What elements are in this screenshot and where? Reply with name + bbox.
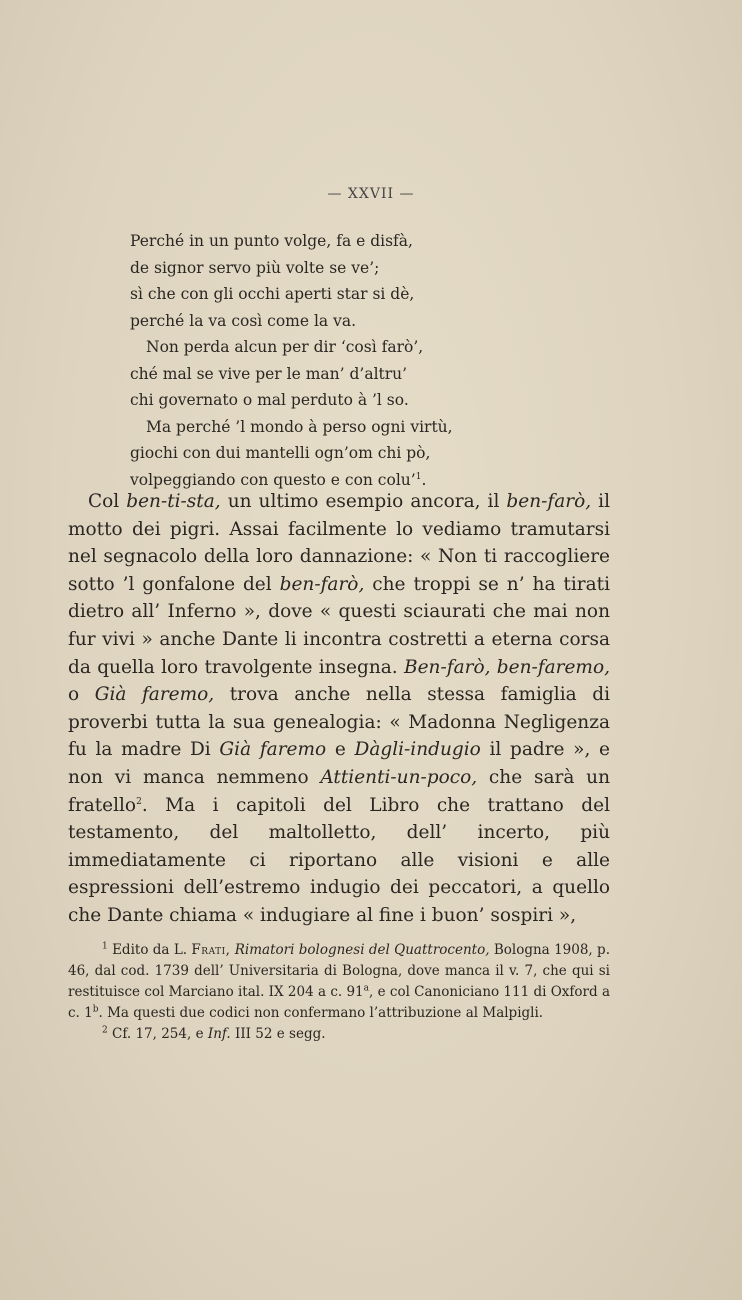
footnote-superscript: a xyxy=(363,983,370,994)
body-text-run: e xyxy=(326,739,355,761)
body-text-run: trova anche nella stessa famiglia di proverbi tutta la sua genealogia: « Madonna Negligenza fu la madre Di xyxy=(68,684,610,761)
body-text-run: che troppi se n’ ha tirati dietro all’ Inferno », dove « questi sciaurati che mai non fur vivi » anche Dante li incontra costretti a eterna corsa da quella loro travolgente insegna. xyxy=(68,573,610,678)
poem-line: de signor servo più volte se ve’; xyxy=(130,258,380,277)
poem-line-last: volpeggiando con questo e con colu’$^1$. xyxy=(130,470,427,489)
footnote-text: Edito da L. xyxy=(112,942,192,958)
footnote-text: Bologna 1908, p. 46, dal cod. 1739 dell’ Universitaria di Bologna, dove manca il v. 7, che qui si restituisce col Marciano ital. IX 204 a c. 91 xyxy=(68,942,610,1000)
poem-line: Perché in un punto volge, fa e disfà, xyxy=(130,232,413,250)
poem-line: Non perda alcun per dir ‘così farò’, xyxy=(146,338,424,356)
poem-line: ché mal se vive per le man’ d’altru’ xyxy=(130,364,408,383)
poem-block xyxy=(130,228,510,493)
footnote-ref-2: 2 xyxy=(136,796,142,807)
footnote-title: Rimatori bolognesi del Quattrocento, xyxy=(234,942,490,958)
page-number-header: — XXVII — xyxy=(327,186,415,202)
body-italic-run: Attienti-un-poco, xyxy=(320,766,478,788)
footnote-ref-1: 1 xyxy=(415,471,422,482)
footnote-text: III 52 e segg. xyxy=(230,1026,326,1042)
body-text-run: che sarà un fratello xyxy=(68,766,610,816)
body-text-run: Col xyxy=(88,491,127,512)
body-italic-run: Dàgli-indugio xyxy=(354,739,481,761)
footnote-italic: Inf. xyxy=(207,1026,231,1042)
body-text-run: . Ma i capitoli del Libro che trattano del testamento, del maltolletto, dell’ incerto, più immediatamente ci riportano alle visioni e alle espressioni dell’estremo indugio dei peccatori, a quello che Dante chiama « indugiare al fine i buon’ sospiri », xyxy=(68,794,610,926)
body-italic-run: Già faremo xyxy=(219,739,327,761)
footnote-1 xyxy=(68,940,610,1024)
footnote-superscript: b xyxy=(92,1004,99,1015)
body-text-run: un ultimo esempio ancora, il xyxy=(220,491,507,512)
body-paragraph xyxy=(68,488,610,930)
body-text-run: il padre », e non vi manca nemmeno xyxy=(68,739,611,788)
body-text-run: il motto dei pigri. Assai facilmente lo vediamo tramutarsi nel segnacolo della loro dannazione: « Non ti raccogliere sotto ’l gonfalone del xyxy=(68,491,610,595)
body-italic-run: ben-farò, xyxy=(506,491,592,512)
poem-line: Ma perché ’l mondo à perso ogni virtù, xyxy=(146,417,453,436)
body-paragraph-block xyxy=(68,488,610,930)
body-italic-run: Ben-farò, ben-faremo, xyxy=(404,656,610,678)
footnote-number: 1 xyxy=(102,941,108,952)
poem-line: giochi con dui mantelli ogn’om chi pò, xyxy=(130,444,431,462)
footnote-author: Frati, xyxy=(191,942,231,958)
poem-line: sì che con gli occhi aperti star si dè, xyxy=(130,285,415,303)
poem-line-text: volpeggiando con questo e con colu’ xyxy=(130,470,416,489)
poem-line: chi governato o mal perduto à ’l so. xyxy=(130,391,409,409)
footnote-text: Cf. 17, 254, e xyxy=(112,1026,208,1042)
footnote-text: . Ma questi due codici non confermano l’attribuzione al Malpigli. xyxy=(98,1005,544,1021)
body-italic-run: Già faremo, xyxy=(94,684,215,706)
footnotes-block xyxy=(68,940,610,1045)
body-text-run: o xyxy=(68,684,95,706)
footnote-text: , e col Canoniciano 111 di Oxford a c. 1 xyxy=(68,984,610,1021)
footnote-2 xyxy=(68,1024,610,1045)
body-italic-run: ben-ti-sta, xyxy=(126,491,221,512)
poem-line: perché la va così come la va. xyxy=(130,311,357,330)
footnote-number: 2 xyxy=(102,1025,108,1036)
body-italic-run: ben-farò, xyxy=(279,573,365,595)
